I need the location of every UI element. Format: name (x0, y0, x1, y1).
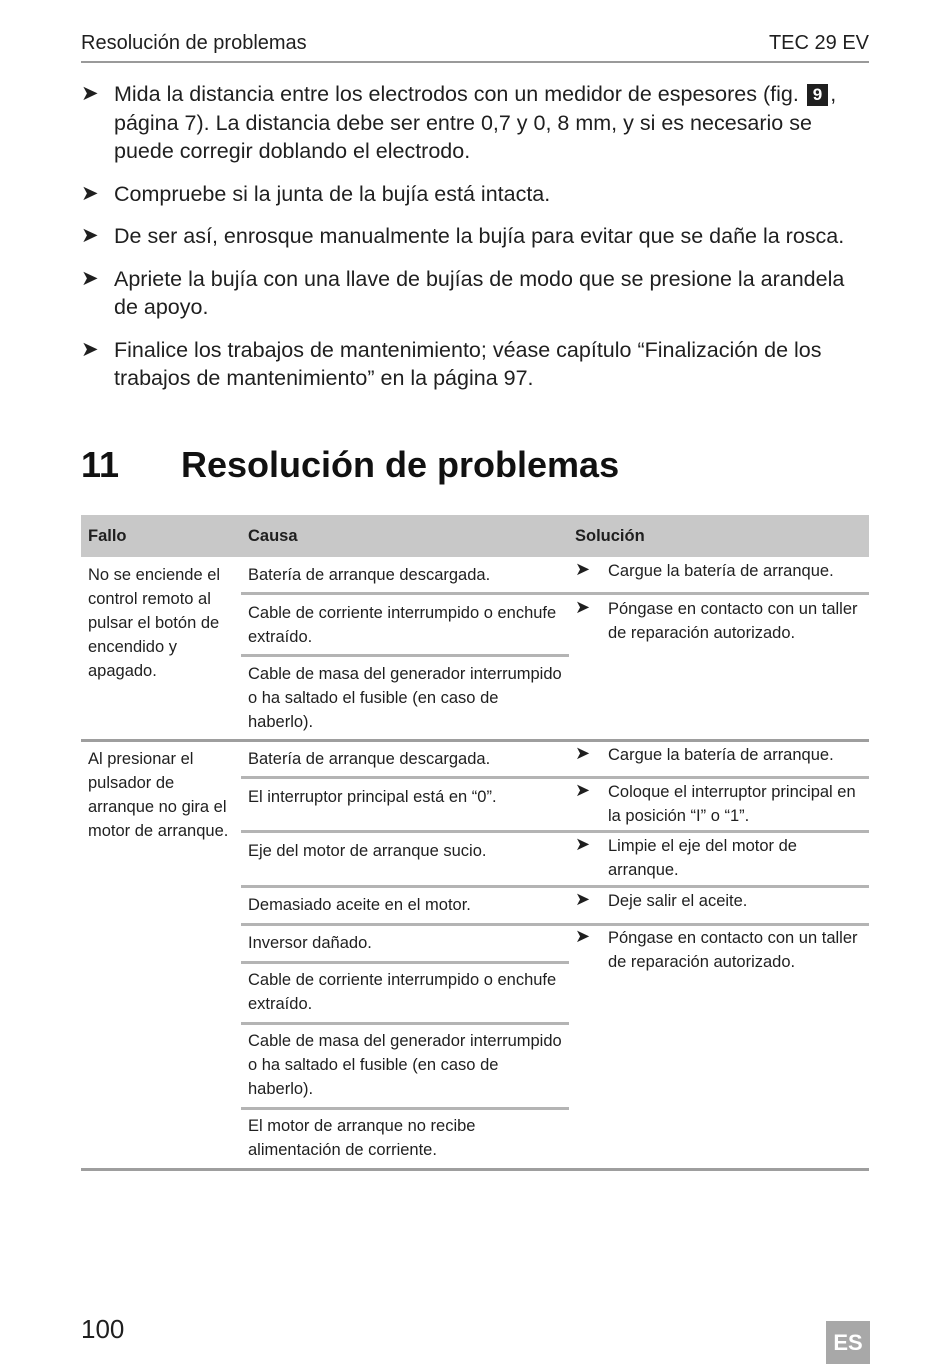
header-model-name: TEC 29 EV (768, 32, 869, 54)
section-number: 11 (81, 444, 120, 485)
step-item (81, 336, 869, 393)
figure-reference-badge: 9 (807, 84, 828, 106)
arrow-bullet-icon: ➤ (81, 82, 99, 105)
arrow-bullet-icon: ➤ (575, 780, 591, 800)
step-text: Compruebe si la junta de la bujía está intacta. (114, 181, 551, 206)
cause-cell: El motor de arranque no recibe alimentación de corriente. (248, 1117, 476, 1159)
cause-cell: Cable de corriente interrumpido o enchufe extraído. (248, 971, 557, 1013)
row-divider (241, 1022, 569, 1025)
arrow-bullet-icon: ➤ (575, 889, 591, 909)
step-item (81, 222, 869, 251)
row-divider (569, 592, 869, 595)
cause-cell: Batería de arranque descargada. (248, 750, 491, 768)
step-text: De ser así, enrosque manualmente la bujía para evitar que se dañe la rosca. (114, 224, 845, 248)
fault-cell: Al presionar el pulsador de arranque no gira el motor de arranque. (88, 750, 229, 840)
cause-cell: Batería de arranque descargada. (248, 566, 491, 584)
section-title: Resolución de problemas (181, 444, 620, 485)
running-header (81, 30, 869, 63)
row-divider (241, 961, 569, 964)
row-divider (241, 592, 569, 595)
header-section-title: Resolución de problemas (81, 32, 307, 54)
solution-text: Coloque el interruptor principal en la posición “I” o “1”. (608, 783, 856, 825)
cause-cell: Inversor dañado. (248, 934, 372, 952)
arrow-bullet-icon: ➤ (81, 266, 99, 290)
solution-cell (575, 834, 870, 882)
solution-cell (575, 926, 870, 974)
arrow-bullet-icon: ➤ (575, 743, 591, 763)
step-text: Finalice los trabajos de mantenimiento; véase capítulo “Finalización de los trabajos de mantenimiento” en la página 97. (114, 337, 822, 390)
cause-cell: Cable de masa del generador interrumpido o ha saltado el fusible (en caso de haberlo). (248, 665, 562, 731)
group-divider (81, 739, 869, 742)
arrow-bullet-icon: ➤ (81, 181, 99, 205)
arrow-bullet-icon: ➤ (81, 337, 99, 361)
arrow-bullet-icon: ➤ (575, 926, 591, 946)
cause-cell: Cable de masa del generador interrumpido o ha saltado el fusible (en caso de haberlo). (248, 1032, 562, 1098)
row-divider (241, 1107, 569, 1110)
column-header-solution: Solución (575, 527, 645, 545)
table-header-row (81, 515, 869, 557)
arrow-bullet-icon: ➤ (575, 559, 591, 579)
solution-cell (575, 889, 870, 913)
solution-cell (575, 559, 870, 583)
row-divider (241, 654, 569, 657)
row-divider (241, 885, 869, 888)
arrow-bullet-icon: ➤ (575, 834, 591, 854)
solution-text: Cargue la batería de arranque. (608, 562, 834, 580)
cause-cell: Cable de corriente interrumpido o enchufe extraído. (248, 604, 557, 646)
solution-text: Limpie el eje del motor de arranque. (608, 837, 797, 879)
solution-text: Deje salir el aceite. (608, 892, 748, 910)
cause-cell: Demasiado aceite en el motor. (248, 896, 471, 914)
step-text: Mida la distancia entre los electrodos con un medidor de espesores (fig. (114, 82, 805, 106)
row-divider (241, 830, 869, 833)
solution-text: Póngase en contacto con un taller de reparación autorizado. (608, 929, 858, 971)
troubleshooting-table (81, 515, 869, 1171)
page-number: 100 (81, 1314, 125, 1344)
solution-text: Cargue la batería de arranque. (608, 746, 834, 764)
step-text: Apriete la bujía con una llave de bujías de modo que se presione la arandela de apoyo. (114, 266, 845, 319)
step-item (81, 265, 869, 322)
arrow-bullet-icon: ➤ (575, 597, 591, 617)
step-item (81, 180, 869, 209)
column-header-fault: Fallo (88, 527, 127, 545)
solution-cell (575, 780, 870, 828)
solution-cell (575, 743, 870, 767)
language-badge: ES (826, 1321, 870, 1364)
cause-cell: El interruptor principal está en “0”. (248, 788, 497, 806)
step-item (81, 80, 869, 166)
column-header-cause: Causa (248, 527, 298, 545)
cause-cell: Eje del motor de arranque sucio. (248, 842, 487, 860)
solution-text: Póngase en contacto con un taller de reparación autorizado. (608, 600, 858, 642)
solution-cell (575, 597, 870, 645)
fault-cell: No se enciende el control remoto al pulsar el botón de encendido y apagado. (88, 566, 221, 680)
table-bottom-rule (81, 1168, 869, 1171)
instruction-steps (81, 80, 869, 407)
row-divider (241, 776, 869, 779)
step-text: , página 7). La distancia debe ser entre 0,7 y 0, 8 mm, y si es necesario se puede corregir doblando el electrodo. (114, 82, 837, 163)
arrow-bullet-icon: ➤ (81, 224, 99, 247)
